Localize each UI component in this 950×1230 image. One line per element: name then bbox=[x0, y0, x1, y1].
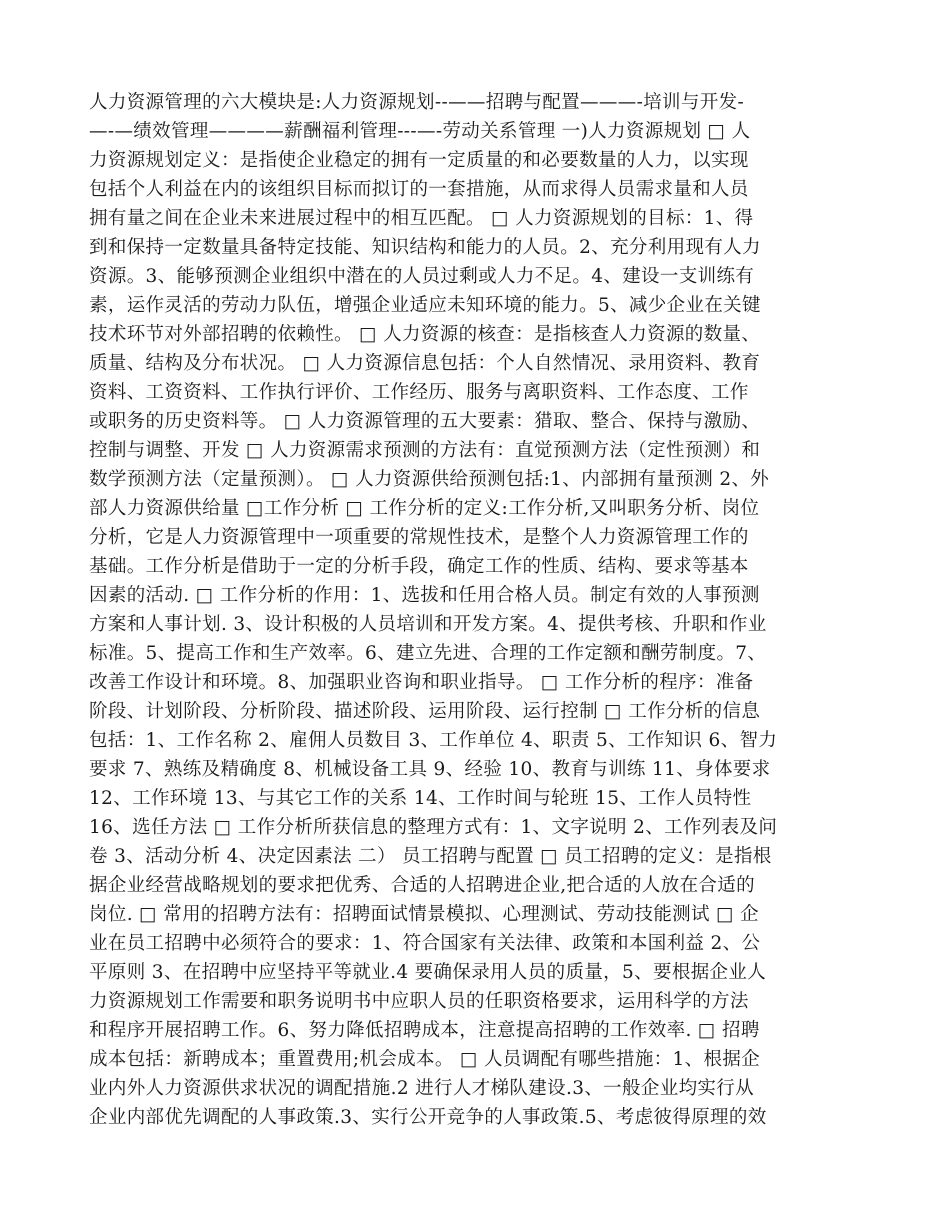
document-text-line: 质量、结构及分布状况。 □ 人力资源信息包括：个人自然情况、录用资料、教育 bbox=[89, 353, 761, 374]
document-text-line: 素，运作灵活的劳动力队伍，增强企业适应未知环境的能力。5、减少企业在关键 bbox=[89, 295, 761, 316]
document-text-line: 改善工作设计和环境。8、加强职业咨询和职业指导。 □ 工作分析的程序：准备 bbox=[89, 672, 754, 693]
document-text-line: 据企业经营战略规划的要求把优秀、合适的人招聘进企业,把合适的人放在合适的 bbox=[89, 875, 755, 896]
document-text-line: 控制与调整、开发 □ 人力资源需求预测的方法有：直觉预测方法（定性预测）和 bbox=[89, 440, 761, 461]
document-text-line: 要求 7、熟练及精确度 8、机械设备工具 9、经验 10、教育与训练 11、身体要求 bbox=[89, 759, 771, 780]
document-text-line: 包括个人利益在内的该组织目标而拟订的一套措施，从而求得人员需求量和人员 bbox=[89, 179, 749, 200]
document-text-line: 卷 3、活动分析 4、决定因素法 二） 员工招聘与配置 □ 员工招聘的定义：是指根 bbox=[89, 846, 772, 867]
document-text-line: 资源。3、能够预测企业组织中潜在的人员过剩或人力不足。4、建设一支训练有 bbox=[89, 266, 755, 287]
document-text-line: 业内外人力资源供求状况的调配措施.2 进行人才梯队建设.3、一般企业均实行从 bbox=[89, 1078, 754, 1099]
document-text-line: 分析，它是人力资源管理中一项重要的常规性技术，是整个人力资源管理工作的 bbox=[89, 527, 749, 548]
document-text-line: 拥有量之间在企业未来进展过程中的相互匹配。 □ 人力资源规划的目标：1、得 bbox=[89, 208, 754, 229]
document-text-line: 或职务的历史资料等。 □ 人力资源管理的五大要素：猎取、整合、保持与激励、 bbox=[89, 411, 761, 432]
document-text-line: 和程序开展招聘工作。6、努力降低招聘成本，注意提高招聘的工作效率. □ 招聘 bbox=[89, 1020, 760, 1041]
document-text-line: 到和保持一定数量具备特定技能、知识结构和能力的人员。2、充分利用现有人力 bbox=[89, 237, 761, 258]
document-text-line: 岗位. □ 常用的招聘方法有：招聘面试情景模拟、心理测试、劳动技能测试 □ 企 bbox=[89, 904, 760, 925]
document-text-line: 企业内部优先调配的人事政策.3、实行公开竞争的人事政策.5、考虑彼得原理的效 bbox=[89, 1107, 767, 1128]
document-text-line: 业在员工招聘中必须符合的要求：1、符合国家有关法律、政策和本国利益 2、公 bbox=[89, 933, 761, 954]
document-text-line: 部人力资源供给量 □工作分析 □ 工作分析的定义:工作分析,又叫职务分析、岗位 bbox=[89, 498, 760, 519]
document-text-line: 力资源规划工作需要和职务说明书中应职人员的任职资格要求，运用科学的方法 bbox=[89, 991, 749, 1012]
document-text-line: 技术环节对外部招聘的依赖性。 □ 人力资源的核查：是指核查人力资源的数量、 bbox=[89, 324, 761, 345]
document-text-line: 人力资源管理的六大模块是:人力资源规划--——招聘与配置———-培训与开发- bbox=[89, 92, 745, 113]
document-text-line: 因素的活动. □ 工作分析的作用：1、选拔和任用合格人员。制定有效的人事预测 bbox=[89, 585, 760, 606]
document-text-line: 包括：1、工作名称 2、雇佣人员数目 3、工作单位 4、职责 5、工作知识 6、智力 bbox=[89, 730, 778, 751]
document-text-line: 标准。5、提高工作和生产效率。6、建立先进、合理的工作定额和酬劳制度。7、 bbox=[89, 643, 767, 664]
document-text-line: 平原则 3、在招聘中应坚持平等就业.4 要确保录用人员的质量，5、要根据企业人 bbox=[89, 962, 767, 983]
document-text-line: 16、选任方法 □ 工作分析所获信息的整理方式有：1、文字说明 2、工作列表及问 bbox=[89, 817, 778, 838]
document-text-line: 力资源规划定义：是指使企业稳定的拥有一定质量的和必要数量的人力，以实现 bbox=[89, 150, 749, 171]
document-text-line: 阶段、计划阶段、分析阶段、描述阶段、运用阶段、运行控制 □ 工作分析的信息 bbox=[89, 701, 761, 722]
document-text-line: 成本包括：新聘成本；重置费用;机会成本。 □ 人员调配有哪些措施：1、根据企 bbox=[89, 1049, 761, 1070]
document-text-line: 资料、工资资料、工作执行评价、工作经历、服务与离职资料、工作态度、工作 bbox=[89, 382, 749, 403]
document-body-text bbox=[89, 88, 864, 1132]
document-text-line: —-—绩效管理————薪酬福利管理---—-劳动关系管理 一)人力资源规划 □ 人 bbox=[89, 121, 751, 142]
document-text-line: 方案和人事计划. 3、设计积极的人员培训和开发方案。4、提供考核、升职和作业 bbox=[89, 614, 767, 635]
document-text-line: 12、工作环境 13、与其它工作的关系 14、工作时间与轮班 15、工作人员特性 bbox=[89, 788, 752, 809]
document-text-line: 数学预测方法（定量预测）。 □ 人力资源供给预测包括:1、内部拥有量预测 2、外 bbox=[89, 469, 770, 490]
document-text-line: 基础。工作分析是借助于一定的分析手段，确定工作的性质、结构、要求等基本 bbox=[89, 556, 749, 577]
